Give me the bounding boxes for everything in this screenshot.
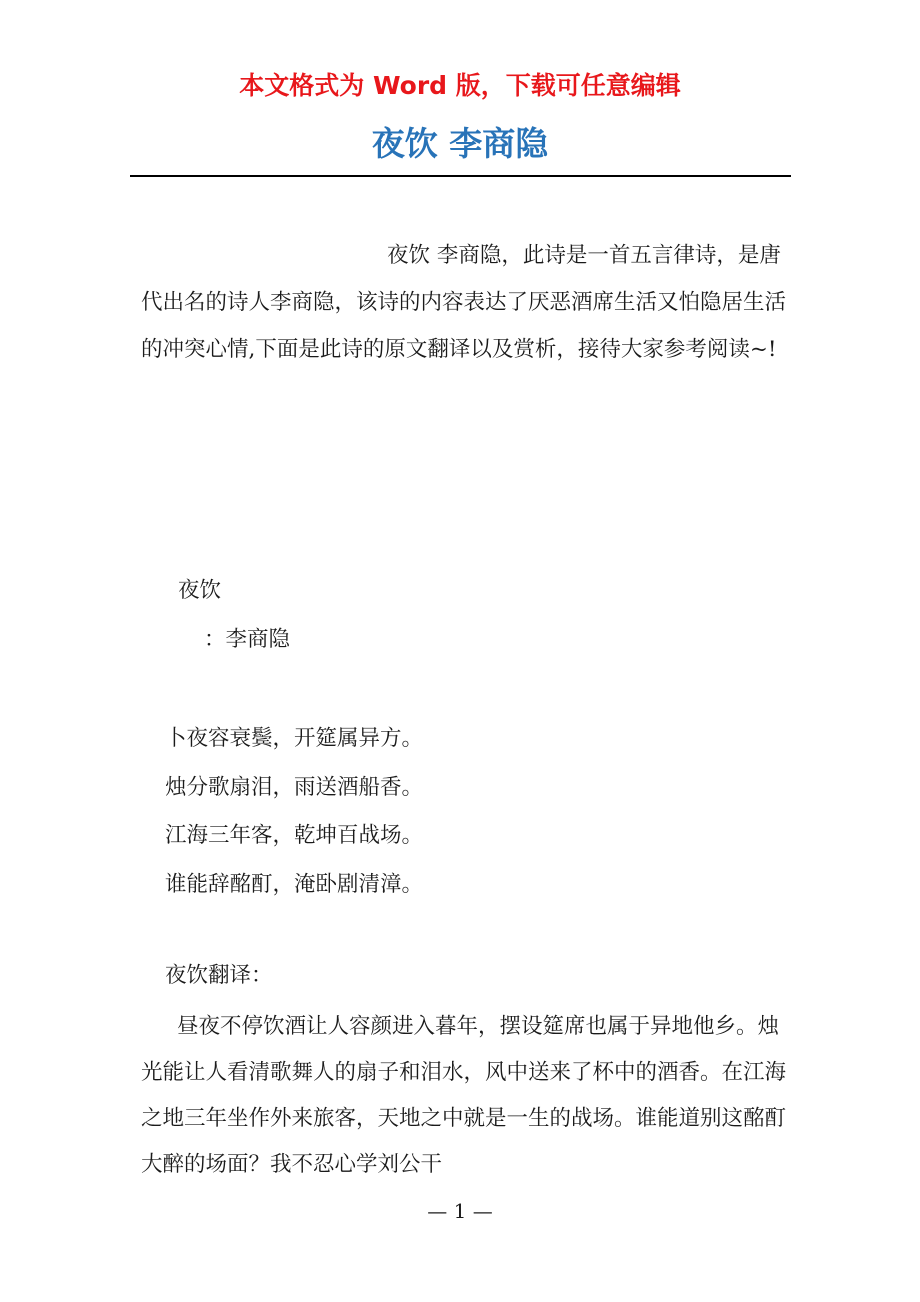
format-notice: 本文格式为 Word 版，下载可任意编辑 xyxy=(239,71,681,100)
poem-line: 谁能辞酩酊，淹卧剧清漳。 xyxy=(165,871,424,897)
poem-author: ：李商隐 xyxy=(204,627,291,652)
title-divider xyxy=(130,175,791,177)
poem-line: 烛分歌扇泪，雨送酒船香。 xyxy=(165,774,424,800)
intro-paragraph: 夜饮 李商隐，此诗是一首五言律诗，是唐代出名的诗人李商隐，该诗的内容表达了厌恶酒席生活又怕隐居生活的冲突心情,下面是此诗的原文翻译以及赏析，接待大家参考阅读~! xyxy=(141,243,787,362)
document-title: 夜饮 李商隐 xyxy=(371,124,549,163)
translation-paragraph: 昼夜不停饮酒让人容颜进入暮年，摆设筵席也属于异地他乡。烛光能让人看清歌舞人的扇子和泪水，风中送来了杯中的酒香。在江海之地三年坐作外来旅客，天地之中就是一生的战场。谁能道别这酩酊大醉的场面？我不忍心学刘公干 xyxy=(141,1014,787,1177)
poem-title: 夜饮 xyxy=(178,578,222,603)
page-number: — 1 — xyxy=(427,1199,493,1223)
poem-line: 卜夜容衰鬓，开筵属异方。 xyxy=(165,726,424,751)
poem-body xyxy=(165,715,423,909)
poem-line: 江海三年客，乾坤百战场。 xyxy=(165,823,424,848)
translation-heading: 夜饮翻译： xyxy=(165,963,273,988)
